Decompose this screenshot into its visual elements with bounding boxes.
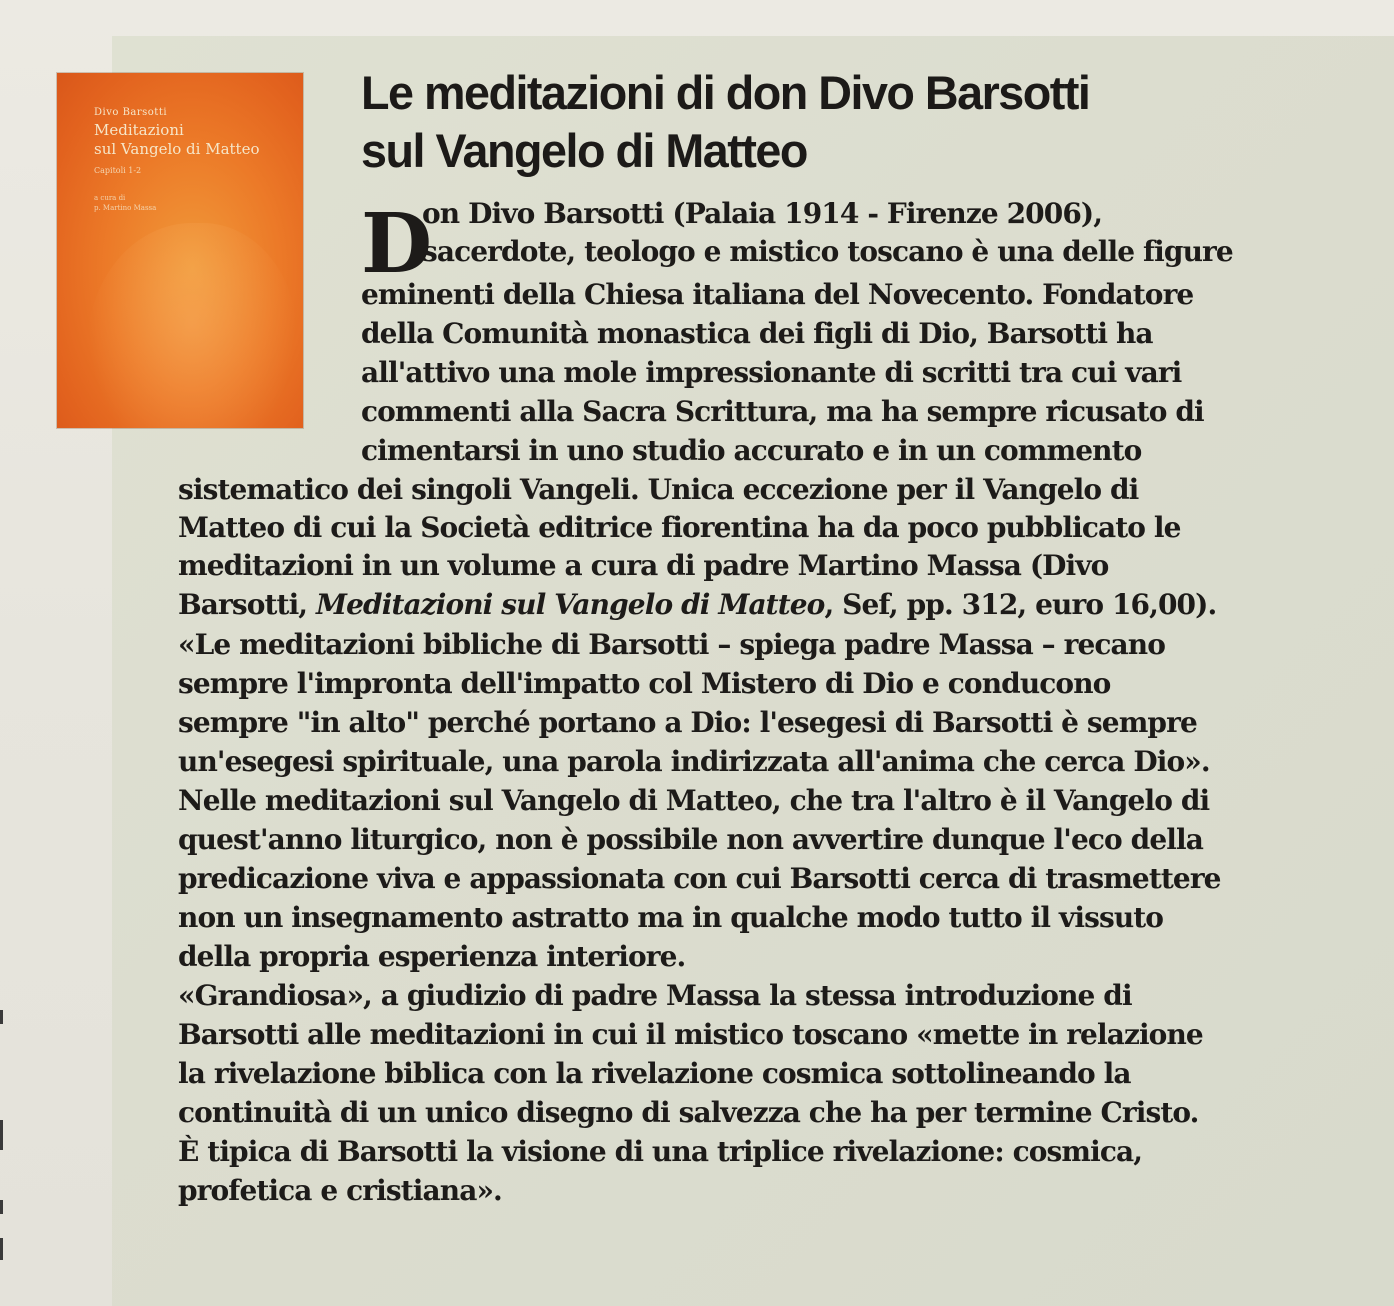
book-cover-image [57, 73, 303, 428]
edge-mark [0, 1120, 3, 1150]
article-title-line: Le meditazioni di don Divo Barsotti [361, 66, 1090, 119]
body-line: commenti alla Sacra Scrittura, ma ha sempre ricusato di [361, 395, 1204, 428]
cover-subtitle: Capitoli 1-2 [94, 166, 142, 175]
cover-editor: p. Martino Massa [94, 204, 157, 212]
cover-editor: a cura di [94, 194, 126, 202]
drop-cap: D [361, 196, 433, 292]
citation-prefix: Barsotti, [178, 588, 317, 621]
body-line: sacerdote, teologo e mistico toscano è una delle figure [422, 235, 1233, 268]
body-line: all'attivo una mole impressionante di scritti tra cui vari [361, 356, 1182, 389]
body-line: un'esegesi spirituale, una parola indirizzata all'anima che cerca Dio». [178, 745, 1210, 778]
edge-mark [0, 1010, 3, 1024]
cover-title: Meditazioni [94, 121, 184, 139]
body-line: predicazione viva e appassionata con cui Barsotti cerca di trasmettere [178, 862, 1221, 895]
body-line: continuità di un unico disegno di salvezza che ha per termine Cristo. [178, 1096, 1199, 1129]
book-title-italic: Meditazioni sul Vangelo di Matteo [316, 588, 825, 621]
citation-suffix: , Sef, pp. 312, euro 16,00). [824, 588, 1217, 621]
cover-title: sul Vangelo di Matteo [94, 140, 260, 158]
body-line: quest'anno liturgico, non è possibile non avvertire dunque l'eco della [178, 823, 1203, 856]
body-line: sempre l'impronta dell'impatto col Mistero di Dio e conducono [178, 667, 1111, 700]
body-line: della propria esperienza interiore. [178, 940, 686, 973]
body-line: Barsotti alle meditazioni in cui il mistico toscano «mette in relazione [178, 1018, 1203, 1051]
edge-mark [0, 1200, 3, 1214]
body-line: sempre "in alto" perché portano a Dio: l'esegesi di Barsotti è sempre [178, 706, 1197, 739]
body-line: cimentarsi in uno studio accurato e in un commento [361, 434, 1142, 467]
article-title [361, 64, 1361, 180]
edge-mark [0, 1238, 3, 1260]
body-line: meditazioni in un volume a cura di padre Martino Massa (Divo [178, 549, 1109, 582]
body-line: on Divo Barsotti (Palaia 1914 - Firenze 2006), [422, 197, 1103, 230]
body-line: eminenti della Chiesa italiana del Novecento. Fondatore [361, 278, 1194, 311]
body-line: profetica e cristiana». [178, 1174, 502, 1207]
cover-author: Divo Barsotti [94, 107, 168, 118]
body-line: «Grandiosa», a giudizio di padre Massa la stessa introduzione di [178, 979, 1132, 1012]
article-title-line: sul Vangelo di Matteo [361, 124, 807, 177]
body-line: non un insegnamento astratto ma in qualche modo tutto il vissuto [178, 901, 1164, 934]
body-line: sistematico dei singoli Vangeli. Unica eccezione per il Vangelo di [178, 473, 1139, 506]
cover-portrait [87, 223, 297, 428]
body-line-citation [178, 586, 1216, 624]
body-line: È tipica di Barsotti la visione di una triplice rivelazione: cosmica, [178, 1135, 1143, 1168]
body-line: Nelle meditazioni sul Vangelo di Matteo, che tra l'altro è il Vangelo di [178, 784, 1210, 817]
body-line: la rivelazione biblica con la rivelazione cosmica sottolineando la [178, 1057, 1131, 1090]
body-line: della Comunità monastica dei figli di Dio, Barsotti ha [361, 317, 1153, 350]
body-line: «Le meditazioni bibliche di Barsotti – spiega padre Massa – recano [178, 628, 1166, 661]
body-line: Matteo di cui la Società editrice fiorentina ha da poco pubblicato le [178, 511, 1181, 544]
